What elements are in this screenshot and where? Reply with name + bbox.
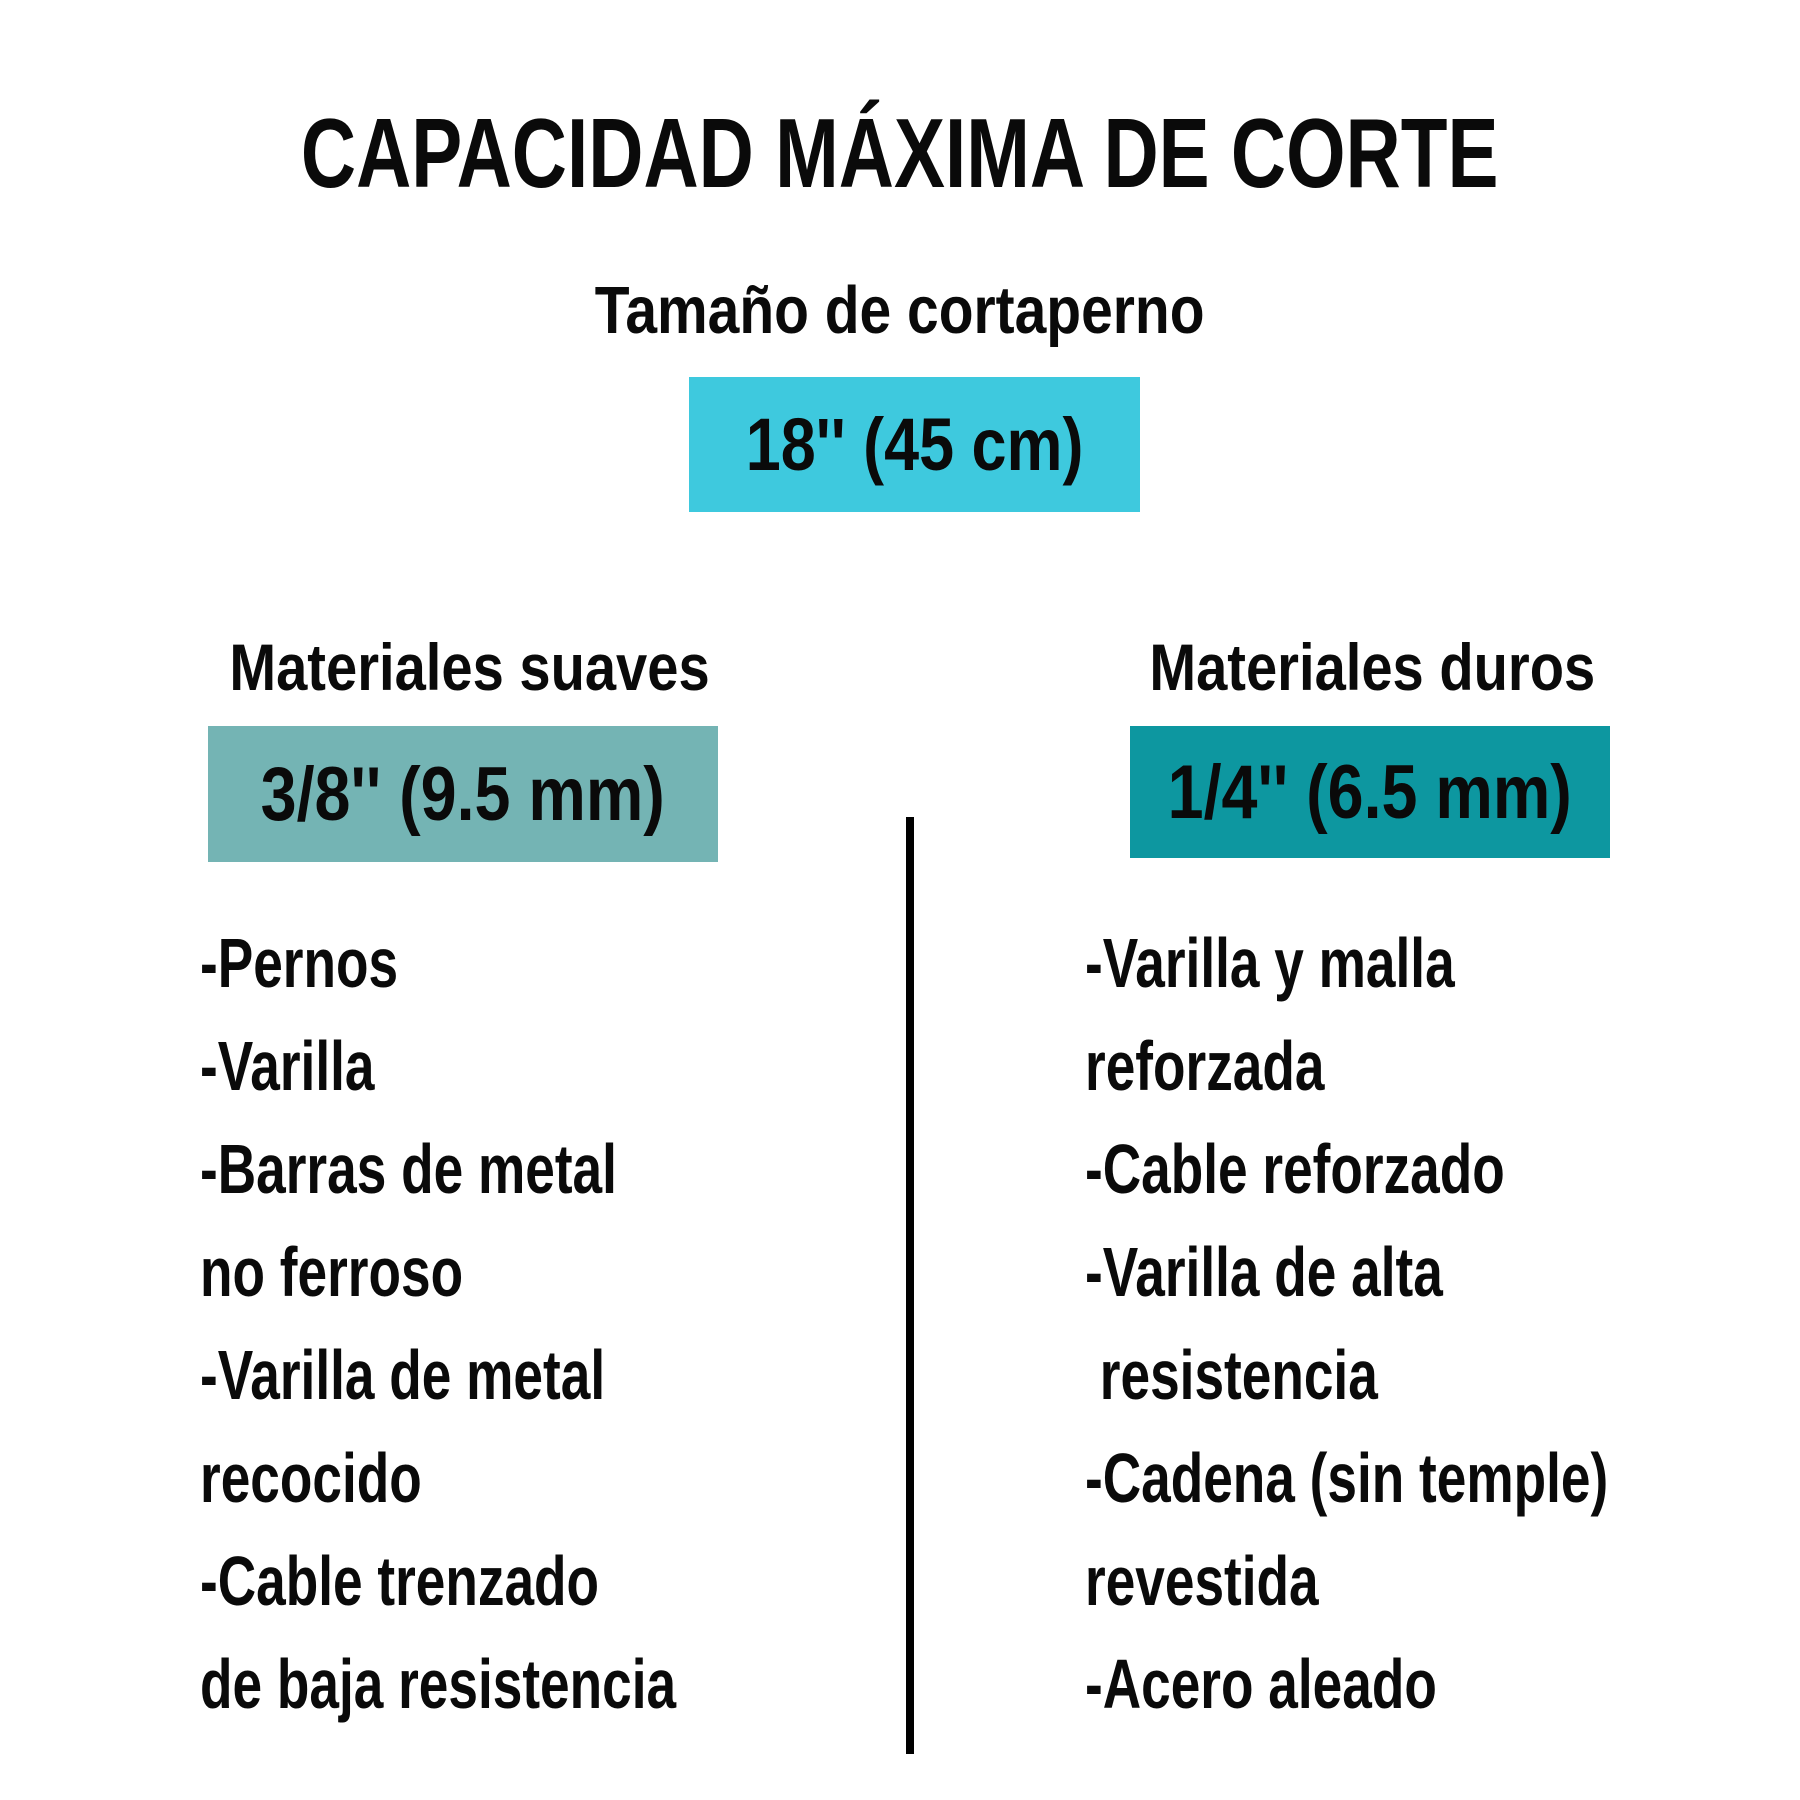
subtitle-text: Tamaño de cortaperno [595, 273, 1205, 348]
list-item: -Barras de metal [200, 1130, 617, 1208]
column-divider [906, 817, 914, 1754]
size-badge-label: 18'' (45 cm) [745, 403, 1084, 486]
list-item: de baja resistencia [200, 1645, 677, 1723]
list-item: no ferroso [200, 1233, 464, 1311]
list-item: -Varilla de alta [1085, 1233, 1443, 1311]
left-column-header [150, 630, 790, 706]
list-item: reforzada [1085, 1027, 1325, 1105]
list-item: -Cable trenzado [200, 1542, 600, 1620]
list-item: recocido [200, 1439, 422, 1517]
list-item: -Varilla de metal [200, 1336, 606, 1414]
page-title-text: CAPACIDAD MÁXIMA DE CORTE [301, 98, 1499, 208]
page-title [0, 100, 1800, 208]
right-capacity-badge-label: 1/4'' (6.5 mm) [1167, 749, 1573, 835]
right-materials-list [1085, 912, 1773, 1736]
list-item: resistencia [1085, 1336, 1378, 1414]
left-column-header-text: Materiales suaves [229, 630, 711, 704]
list-item: -Pernos [200, 924, 399, 1002]
left-materials-list [200, 912, 826, 1736]
right-column-header [1085, 630, 1659, 706]
list-item: -Cable reforzado [1085, 1130, 1505, 1208]
list-item: -Varilla [200, 1027, 375, 1105]
left-capacity-badge [208, 726, 718, 862]
list-item: -Acero aleado [1085, 1645, 1437, 1723]
list-item: revestida [1085, 1542, 1319, 1620]
list-item: -Varilla y malla [1085, 924, 1455, 1002]
right-capacity-badge [1130, 726, 1610, 858]
right-column-header-text: Materiales duros [1149, 630, 1595, 704]
list-item: -Cadena (sin temple) [1085, 1439, 1609, 1517]
left-capacity-badge-label: 3/8'' (9.5 mm) [260, 751, 666, 837]
subtitle [0, 272, 1800, 349]
size-badge [689, 377, 1140, 512]
